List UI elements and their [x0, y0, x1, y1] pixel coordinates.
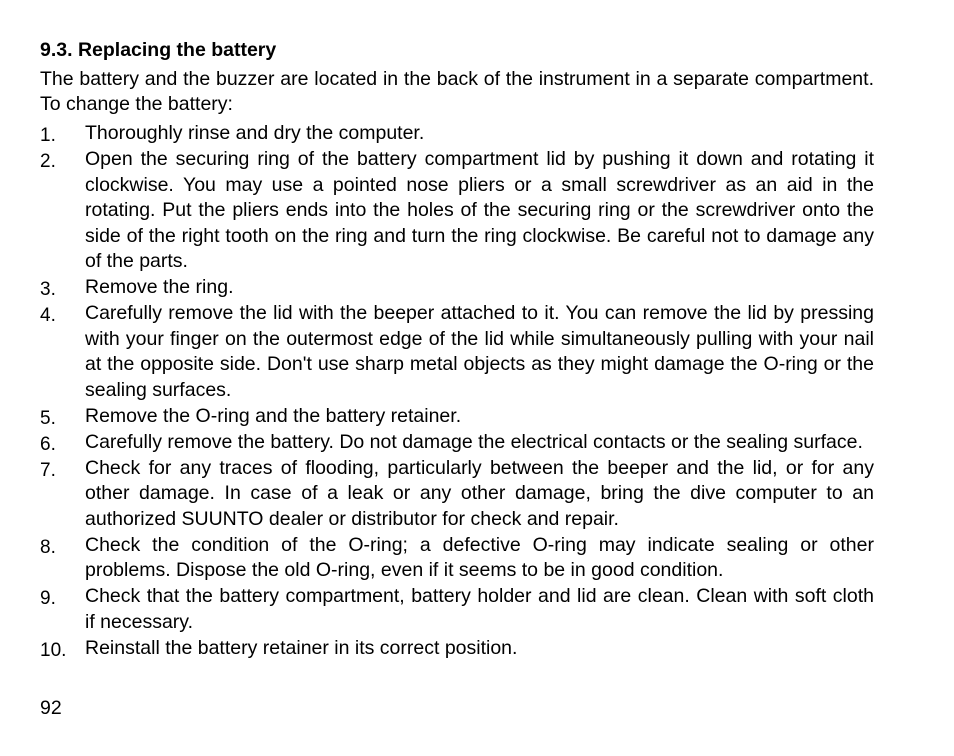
page-number: 92	[40, 697, 62, 719]
list-item	[40, 301, 874, 403]
list-item	[40, 533, 874, 584]
list-item	[40, 430, 874, 456]
step-number: 2.	[40, 151, 56, 172]
list-item	[40, 121, 874, 147]
step-text: Check for any traces of flooding, particularly between the beeper and the lid, or for any other damage. In case of a leak or any other damage, bring the dive computer to an authorized SUUNTO dealer or distributor for check and repair.	[85, 456, 874, 530]
step-text: Check that the battery compartment, battery holder and lid are clean. Clean with soft cloth if necessary.	[85, 585, 874, 633]
step-text: Reinstall the battery retainer in its correct position.	[85, 636, 518, 659]
steps-list	[40, 121, 874, 661]
step-number: 8.	[40, 536, 56, 558]
step-number: 1.	[40, 125, 56, 146]
step-number: 3.	[40, 279, 56, 300]
document-page	[40, 38, 874, 662]
intro-paragraph: The battery and the buzzer are located in the back of the instrument in a separate compartment. To change the battery:	[40, 68, 874, 115]
step-number: 6.	[40, 433, 56, 455]
list-item	[40, 456, 874, 533]
step-number: 9.	[40, 588, 56, 609]
step-text: Carefully remove the lid with the beeper attached to it. You can remove the lid by pressing with your finger on the outermost edge of the lid while simultaneously pulling with your nail at the opposite side. Don't use sharp metal objects as they might damage the O-ring or the sealing surfaces.	[85, 302, 874, 401]
list-item	[40, 584, 874, 635]
step-text: Thoroughly rinse and dry the computer.	[85, 122, 425, 144]
step-text: Remove the ring.	[85, 276, 234, 298]
list-item	[40, 147, 874, 275]
step-number: 5.	[40, 407, 56, 429]
step-number: 4.	[40, 305, 56, 326]
step-text: Carefully remove the battery. Do not damage the electrical contacts or the sealing surface.	[85, 430, 863, 453]
step-text: Remove the O-ring and the battery retainer.	[85, 404, 462, 427]
step-number: 7.	[40, 459, 56, 481]
step-text: Open the securing ring of the battery compartment lid by pushing it down and rotating it clockwise. You may use a pointed nose pliers or a small screwdriver as an aid in the rotating. Put the pliers ends into the holes of the securing ring or the screwdriver onto the side of the right tooth on the ring and turn the ring clockwise. Be careful not to damage any of the parts.	[85, 148, 874, 272]
list-item	[40, 275, 874, 301]
list-item	[40, 636, 874, 662]
list-item	[40, 404, 874, 430]
step-number: 10.	[40, 639, 67, 661]
step-text: Check the condition of the O-ring; a defective O-ring may indicate sealing or other problems. Dispose the old O-ring, even if it seems to be in good condition.	[85, 533, 874, 581]
section-heading: 9.3. Replacing the battery	[40, 39, 277, 61]
